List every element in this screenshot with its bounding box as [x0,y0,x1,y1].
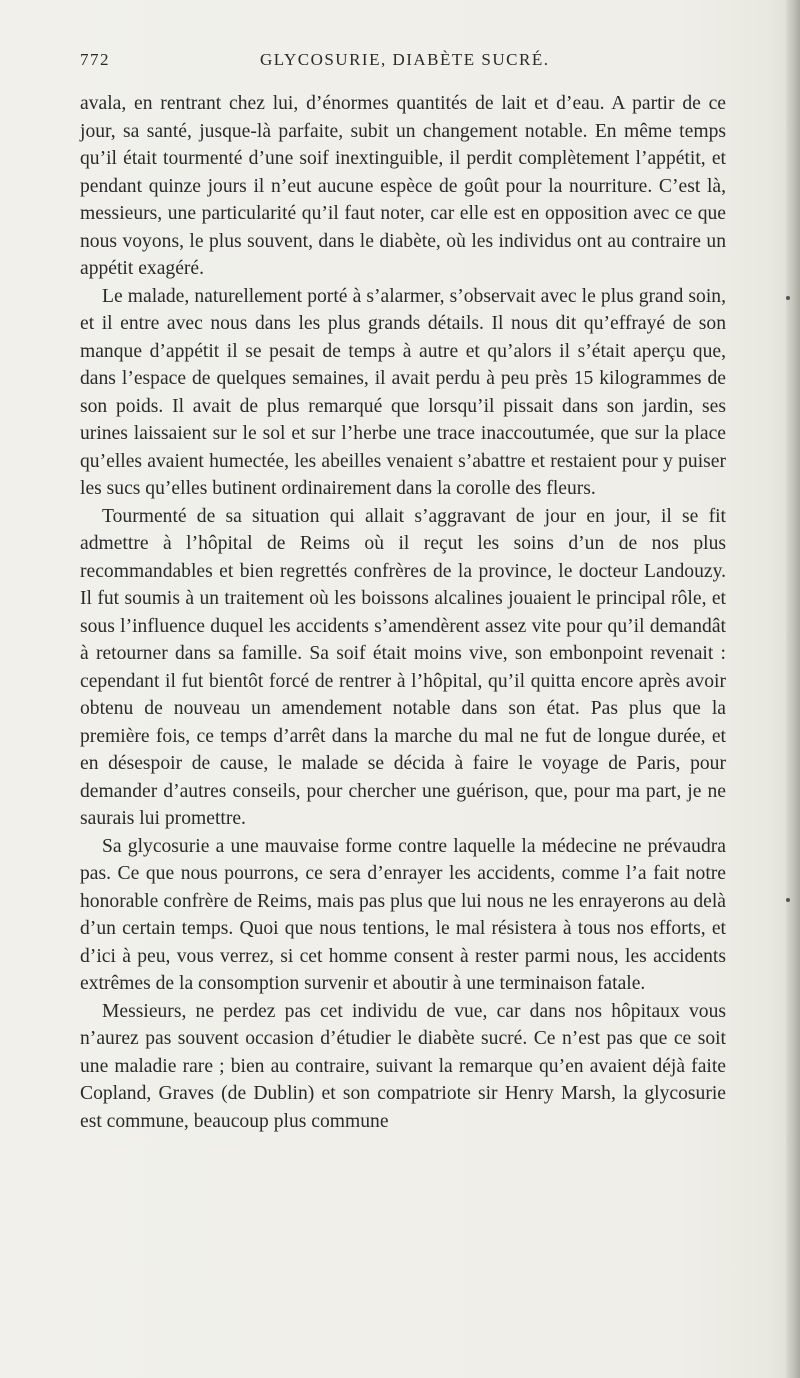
running-title: GLYCOSURIE, DIABÈTE SUCRÉ. [260,50,550,69]
paragraph: avala, en rentrant chez lui, d’énormes quantités de lait et d’eau. A partir de ce jour, sa santé, jusque-là parfaite, subit un changement notable. En même temps qu’il était tourmenté d’une soif inextinguible, il perdit complètement l’appétit, et pendant quinze jours il n’eut aucune espèce de goût pour la nourriture. C’est là, messieurs, une particularité qu’il faut noter, car elle est en opposition avec ce que nous voyons, le plus souvent, dans le diabète, où les individus ont au contraire un appétit exagéré. [80,93,726,279]
page-number: 772 [80,50,110,69]
paragraph: Tourmenté de sa situation qui allait s’aggravant de jour en jour, il se fit admettre à l’hôpital de Reims où il reçut les soins d’un de nos plus recommandables et bien regrettés confrères de la province, le docteur Landouzy. Il fut soumis à un traitement où les boissons alcalines jouaient le principal rôle, et sous l’influence duquel les accidents s’amendèrent assez vite pour qu’il demandât à retourner dans sa famille. Sa soif était moins vive, son embonpoint revenait : cependant il fut bientôt forcé de rentrer à l’hôpital, qu’il quitta encore après avoir obtenu de nouveau un amendement notable dans son état. Pas plus que la première fois, ce temps d’arrêt dans la marche du mal ne fut de longue durée, et en désespoir de cause, le malade se décida à faire le voyage de Paris, pour demander d’autres conseils, pour chercher une guérison, que, pour ma part, je ne saurais lui promettre. [80,505,726,829]
page-header [80,50,724,80]
margin-mark [786,898,790,902]
paragraph: Messieurs, ne perdez pas cet individu de vue, car dans nos hôpitaux vous n’aurez pas souvent occasion d’étudier le diabète sucré. Ce n’est pas que ce soit une maladie rare ; bien au contraire, suivant la remarque qu’en avaient déjà faite Copland, Graves (de Dublin) et son compatriote sir Henry Marsh, la glycosurie est commune, beaucoup plus commune [80,1000,726,1132]
margin-mark [786,296,790,300]
page-edge [786,0,800,1378]
body-text [80,90,726,1135]
paragraph: Le malade, naturellement porté à s’alarmer, s’observait avec le plus grand soin, et il entre avec nous dans les plus grands détails. Il nous dit qu’effrayé de son manque d’appétit il se pesait de temps à autre et qu’alors il s’était aperçu que, dans l’espace de quelques semaines, il avait perdu à peu près 15 kilogrammes de son poids. Il avait de plus remarqué que lorsqu’il pissait dans son jardin, ses urines laissaient sur le sol et sur l’herbe une trace inaccoutumée, que sur la place qu’elles avaient humectée, les abeilles venaient s’abattre et restaient pour y puiser les sucs qu’elles butinent ordinairement dans la corolle des fleurs. [80,285,726,499]
paragraph: Sa glycosurie a une mauvaise forme contre laquelle la médecine ne prévaudra pas. Ce que nous pourrons, ce sera d’enrayer les accidents, comme l’a fait notre honorable confrère de Reims, mais pas plus que lui nous ne les enrayerons au delà d’un certain temps. Quoi que nous tentions, le mal résistera à tous nos efforts, et d’ici à peu, vous verrez, si cet homme consent à rester parmi nous, les accidents extrêmes de la consomption survenir et aboutir à une terminaison fatale. [80,835,726,994]
